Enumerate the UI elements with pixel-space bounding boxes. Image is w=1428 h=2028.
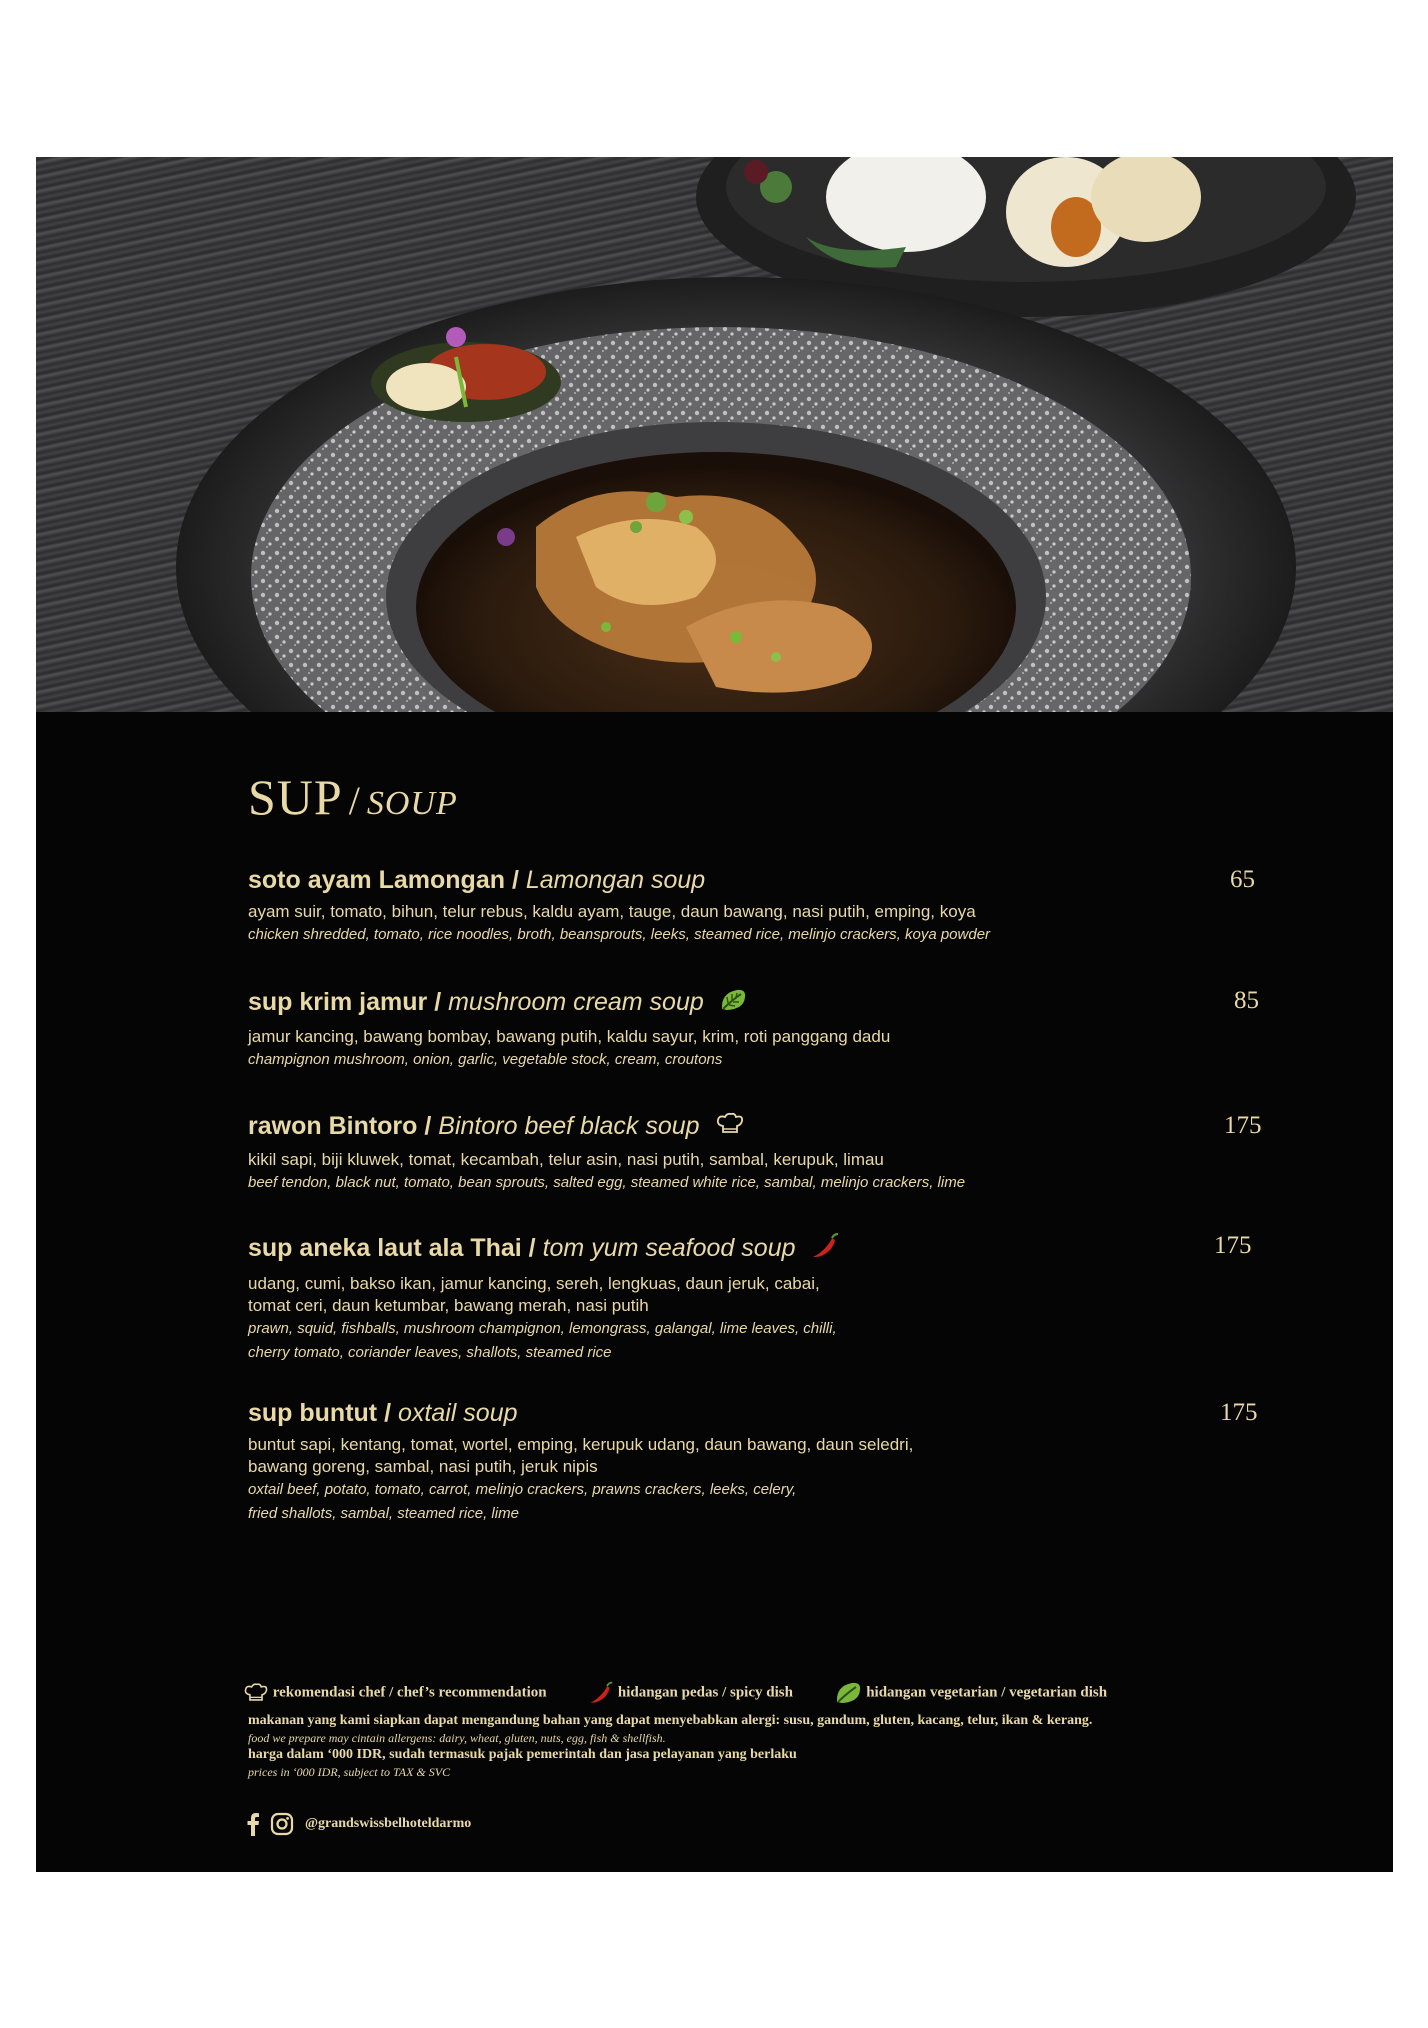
item-desc-id: [248, 1434, 1268, 1478]
item-desc-en-line: prawn, squid, fishballs, mushroom champignon, lemongrass, galangal, lime leaves, chilli,: [248, 1320, 837, 1337]
item-desc-id: [248, 1273, 1268, 1317]
allergen-note-en: food we prepare may cintain allergens: dairy, wheat, gluten, nuts, egg, fish & shellfish.: [248, 1731, 666, 1745]
facebook-icon[interactable]: [246, 1812, 260, 1836]
item-desc-en-line: oxtail beef, potato, tomato, carrot, melinjo crackers, prawns crackers, leeks, celery,: [248, 1481, 797, 1498]
item-separator: /: [434, 988, 442, 1017]
item-price: 175: [1220, 1399, 1258, 1426]
chili-icon: [810, 1232, 840, 1267]
item-name-en: oxtail soup: [398, 1399, 518, 1427]
legend-vegetarian: hidangan vegetarian / vegetarian dish: [866, 1684, 1108, 1701]
menu-item: [248, 1112, 1268, 1195]
allergen-note-id: makanan yang kami siapkan dapat mengandung bahan yang dapat menyebabkan alergi: susu, gandum, gluten, kacang, telur, ikan & kerang.: [248, 1713, 1093, 1728]
item-name-id: rawon Bintoro: [248, 1112, 418, 1141]
item-price: 85: [1234, 987, 1259, 1014]
item-name-en: Bintoro beef black soup: [438, 1112, 700, 1141]
item-desc-id-line: udang, cumi, bakso ikan, jamur kancing, sereh, lengkuas, daun jeruk, cabai,: [248, 1274, 820, 1293]
menu-item: [248, 1399, 1268, 1526]
item-desc-id-line: tomat ceri, daun ketumbar, bawang merah, nasi putih: [248, 1296, 649, 1315]
legend-spicy: hidangan pedas / spicy dish: [617, 1684, 793, 1701]
item-desc-en-line: fried shallots, sambal, steamed rice, lime: [248, 1505, 519, 1522]
item-name-id: soto ayam Lamongan: [248, 866, 505, 894]
item-separator: /: [511, 866, 519, 894]
item-desc-en: beef tendon, black nut, tomato, bean sprouts, salted egg, steamed white rice, sambal, melinjo crackers, lime: [248, 1174, 966, 1191]
chef-hat-icon: [243, 1682, 269, 1704]
menu-item: [248, 1232, 1268, 1365]
allergen-notes: [248, 1712, 1092, 1780]
section-title: [248, 768, 458, 826]
item-desc-en: [248, 1317, 1268, 1365]
item-desc-id: jamur kancing, bawang bombay, bawang putih, kaldu sayur, krim, roti panggang dadu: [248, 1027, 891, 1046]
instagram-icon[interactable]: [270, 1812, 294, 1836]
item-desc-id-line: bawang goreng, sambal, nasi putih, jeruk nipis: [248, 1457, 598, 1476]
item-name-en: tom yum seafood soup: [542, 1234, 796, 1263]
item-name-id: sup krim jamur: [248, 988, 428, 1017]
item-name-id: sup aneka laut ala Thai: [248, 1234, 522, 1263]
title-id: SUP: [248, 769, 343, 825]
item-name-en: mushroom cream soup: [448, 988, 704, 1017]
item-separator: /: [384, 1399, 392, 1427]
title-separator: /: [348, 778, 361, 823]
title-en: SOUP: [366, 785, 458, 822]
photo-illustration: [36, 157, 1393, 712]
item-desc-id-line: buntut sapi, kentang, tomat, wortel, emping, kerupuk udang, daun bawang, daun seledri,: [248, 1435, 914, 1454]
menu-item: [248, 987, 1268, 1072]
menu-item: [248, 866, 1268, 947]
item-price: 65: [1230, 866, 1255, 893]
item-name: [248, 987, 1268, 1020]
item-desc-id: ayam suir, tomato, bihun, telur rebus, kaldu ayam, tauge, daun bawang, nasi putih, emping, koya: [248, 902, 976, 921]
item-name-id: sup buntut: [248, 1399, 378, 1427]
item-price: 175: [1214, 1232, 1252, 1259]
social-links: [246, 1812, 471, 1836]
item-desc-en: [248, 1478, 1268, 1526]
chili-icon: [588, 1680, 614, 1706]
item-name-en: Lamongan soup: [525, 866, 706, 894]
soup-dish-photo: [36, 157, 1393, 712]
item-name: [248, 1112, 1268, 1143]
item-name: [248, 1232, 1268, 1267]
item-price: 175: [1224, 1112, 1262, 1139]
item-name: [248, 1399, 1268, 1428]
item-separator: /: [528, 1234, 536, 1263]
price-note-en: prices in ‘000 IDR, subject to TAX & SVC: [248, 1765, 451, 1779]
item-desc-en: champignon mushroom, onion, garlic, vegetable stock, cream, croutons: [248, 1051, 723, 1068]
item-desc-id: kikil sapi, biji kluwek, tomat, kecambah, telur asin, nasi putih, sambal, kerupuk, limau: [248, 1150, 884, 1169]
item-name: [248, 866, 1268, 895]
chef-hat-icon: [715, 1112, 745, 1143]
item-separator: /: [424, 1112, 432, 1141]
social-handle[interactable]: @grandswissbelhoteldarmo: [305, 1816, 472, 1831]
item-desc-en: chicken shredded, tomato, rice noodles, broth, beansprouts, leeks, steamed rice, melinjo crackers, koya powder: [248, 926, 991, 943]
vegetarian-leaf-icon: [719, 987, 747, 1020]
icon-legend: [243, 1680, 1343, 1706]
vegetarian-leaf-icon: [834, 1680, 862, 1706]
price-note-id: harga dalam ‘000 IDR, sudah termasuk pajak pemerintah dan jasa pelayanan yang berlaku: [248, 1747, 797, 1762]
item-desc-en-line: cherry tomato, coriander leaves, shallots, steamed rice: [248, 1344, 612, 1361]
legend-chef: rekomendasi chef / chef’s recommendation: [272, 1684, 547, 1701]
